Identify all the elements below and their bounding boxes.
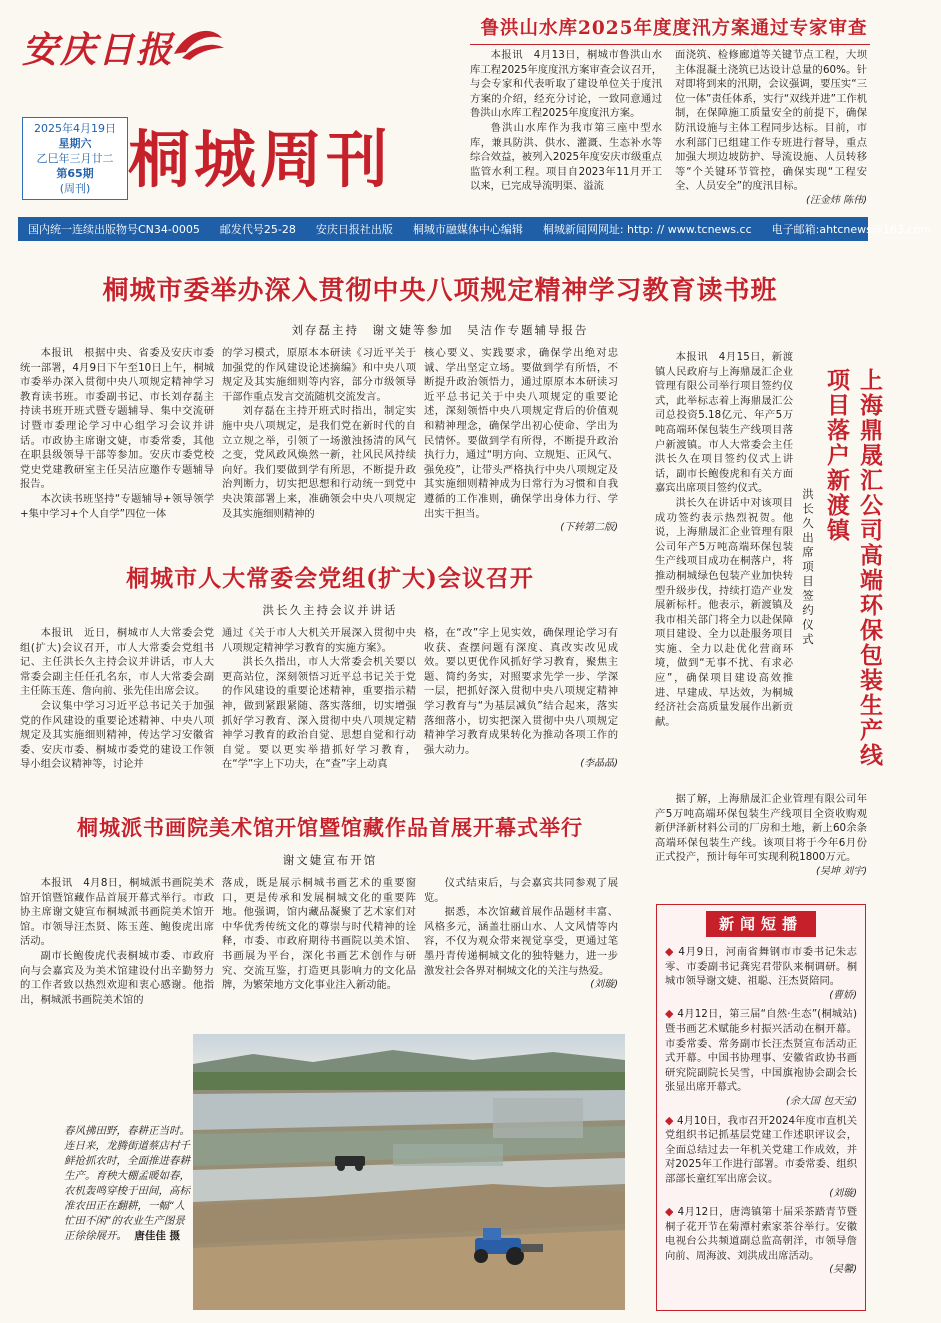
art-byline: (刘璇) — [590, 979, 618, 991]
bullet-icon: ◆ — [665, 1007, 678, 1021]
brief-item — [665, 1205, 857, 1278]
paper-logo-swoosh-icon — [168, 24, 228, 64]
bullet-icon: ◆ — [665, 1113, 677, 1127]
reading-article-col3: 核心要义、实践要求，确保学出绝对忠诚、学出坚定立场。要做到学有所悟，不断提升政治领悟力，通过原原本本研读习近平总书记关于中央八项规定的重要论述，深刻领悟中央八项规定背后的价值观和精神理念，确保学出初心使命、学出为民情怀。要做到学有所得，不断提升政治执行力，通过“明方向、立规矩、正风气、强免疫”，让带头严格执行中央八项规定及其实施细则精神成为日常行为习惯和自我遵循的工作准则，确保学出身体力行、学出实干担当。 (下转第二版) — [424, 346, 618, 536]
farm-photo — [193, 1034, 625, 1310]
reading-byline: (下转第二版) — [560, 522, 618, 534]
news-briefs-list — [657, 945, 865, 1278]
flood-byline: (汪金炜 陈伟) — [806, 194, 867, 206]
issue-number: 第65期 — [56, 167, 94, 180]
flood-headline-rule — [470, 44, 870, 45]
bullet-icon: ◆ — [665, 945, 679, 958]
news-briefs-box — [656, 904, 866, 1311]
brief-text: 4月12日，第三届“自然·生态”(桐城站)暨书画艺术赋能乡村振兴活动在桐开幕。市委常委、常务副市长汪杰贤宣布活动正式开幕。中国书协理事、安徽省政协书画研究院副院长吴雪，中国旗袍协会副会长张显出席开幕式。 — [665, 1008, 857, 1094]
flood-article-col1: 本报讯 4月13日，桐城市鲁洪山水库工程2025年度度汛方案审查会议召开，与会专家和代表听取了建设单位关于度汛方案的介绍，经充分讨论，一致同意通过鲁洪山水库工程2025年度度汛方案。 鲁洪山水库作为我市第三座中型水库，兼具防洪、供水、灌溉、生态补水等综合效益，被列入2025年度安庆市级重点监管水利工程。项目自2023年11月开工以来，已完成导流明渠、溢流 — [470, 49, 662, 193]
npc-article-headline: 桐城市人大常委会党组(扩大)会议召开 — [126, 565, 534, 592]
art-article-headline: 桐城派书画院美术馆开馆暨馆藏作品首展开幕式举行 — [77, 815, 583, 840]
art-article-col1: 本报讯 4月8日，桐城派书画院美术馆开馆暨馆藏作品首展开幕式举行。市政协主席谢文婕宣布桐城派书画院美术馆开馆。市领导汪杰贤、陈玉莲、鲍俊虎出席活动。 副市长鲍俊虎代表桐城市委、市政府向与会嘉宾及为美术馆建设付出辛勤努力的工作者致以热烈欢迎和衷心感谢。他指出，桐城派书画院美术馆的 — [20, 877, 214, 1006]
brief-item — [665, 945, 857, 1003]
email: 电子邮箱:ahtcnews@163.com — [771, 223, 931, 236]
flood-article-headline: 鲁洪山水库2025年度度汛方案通过专家审查 — [480, 18, 868, 39]
shanghai-byline: (吴坤 刘宇) — [816, 865, 867, 877]
brief-byline: (刘璇) — [829, 1187, 857, 1199]
npc-article-col2: 通过《关于市人大机关开展深入贯彻中央八项规定精神学习教育的实施方案》。 洪长久指出，市人大常委会机关要以更高站位，深刻领悟习近平总书记关于党的作风建设的重要论述精神，重要指示精神，做到紧跟紧随、落实落细，切实增强抓好学习教育、深入贯彻中央八项规定精神学习教育的政治自觉、思想自觉和行动自觉。要以更实举措抓好学习教育，在“学”字上下功夫，在“查”字上动真 — [222, 627, 416, 771]
npc-article-col3: 格，在“改”字上见实效，确保理论学习有收获、查摆问题有深度、真改实改见成效。要以更优作风抓好学习教育，聚焦主题、简约务实，对照要求先学一步、学深一层，把抓好深入贯彻中央八项规定精神学习教育与“为基层减负”结合起来，落实落细落小，切实把深入贯彻中央八项规定精神学习教育成果转化为推动各项工作的强大动力。 (李晶晶) — [424, 626, 618, 774]
publisher: 安庆日报社出版 — [315, 223, 393, 236]
shanghai-article-subtitle: 洪长久出席项目签约仪式 — [801, 488, 815, 648]
farm-photo-image — [193, 1034, 625, 1310]
weekday: 星期六 — [58, 137, 92, 150]
reading-article-col2: 的学习模式，原原本本研读《习近平关于加强党的作风建设论述摘编》和中央八项规定及其实施细则等内容，部分市级领导干部作重点发言交流随机交流发言。 刘存磊在主持开班式时指出，制定实施中央八项规定，是我们党在新时代的自立立规之举，引领了一场激浊扬清的风气之变，党风政风焕然一新，社风民风持续向好。我们要做到学有所思，不断提升政治判断力，切实把思想和行动统一到党中央决策部署上来，准确领会中央八项规定及其实施细则精神的 — [222, 347, 416, 520]
publication-info-bar — [18, 217, 931, 241]
brief-byline: (曹娇) — [829, 989, 857, 1001]
brief-byline: (吴馨) — [829, 1264, 857, 1276]
shanghai-article-tail: 据了解，上海鼎晟汇企业管理有限公司年产5万吨高端环保包装生产线项目全资收购观新伊泽新材料公司的厂房和土地，新上60余条高端环保包装生产线。该项目将于今年6月份正式投产，预计每年可实现利税1800万元。 (吴坤 刘宇) — [655, 792, 867, 880]
serial-number: 国内统一连续出版物号CN34-0005 — [28, 223, 200, 236]
brief-text: 4月9日，河南省舞钢市市委书记朱志零、市委副书记龚宪君带队来桐调研。桐城市领导谢文婕、祖聪、汪杰贤陪同。 — [665, 946, 857, 988]
reading-article-col1: 本报讯 根据中央、省委及安庆市委统一部署，4月9日下午至10日上午，桐城市委举办深入贯彻中央八项规定精神学习教育读书班。市委副书记、市长刘存磊主持读书班开班式暨专题辅导、集中交流研讨暨市委理论学习中心组学习会议并讲话。市政协主席谢文婕，市委常委，其他在职县级领导干部等参加。安庆市委党校党史党建教研室主任吴洁应邀作专题辅导报告。 本次读书班坚持“专题辅导+领导领学+集中学习+个人自学”四位一体 — [20, 347, 214, 520]
npc-article-col1: 本报讯 近日，桐城市人大常委会党组(扩大)会议召开，市人大常委会党组书记、主任洪长久主持会议并讲话，市人大常委会副主任任孔名东，市人大常委会副主任陈玉莲、詹向前、张先佳出席会议。 会议集中学习习近平总书记关于加强党的作风建设的重要论述精神、中央八项规定及其实施细则精神，传达学习安徽省委、安庆市委、桐城市委党的建设工作领导小组会议精神等，讨论并 — [20, 627, 214, 771]
brief-item — [665, 1007, 857, 1109]
art-article-subtitle: 谢文婕宣布开馆 — [282, 853, 378, 867]
editor: 桐城市融媒体中心编辑 — [412, 223, 523, 236]
shanghai-article-headline: 上海鼎晟汇公司高端环保包装生产线项目落户新渡镇 — [823, 368, 883, 768]
lunar-date: 乙巳年三月廿二 — [36, 152, 114, 165]
brief-item — [665, 1114, 857, 1202]
art-article-col3: 仪式结束后，与会嘉宾共同参观了展览。 据悉，本次馆藏首展作品题材丰富、风格多元，涵盖壮丽山水、人文风情等内容，不仅为观众带来视觉享受，更通过笔墨丹青传递桐城文化的独特魅力，进一步激发社会各界对桐城文化的关注与热爱。 (刘璇) — [424, 876, 618, 1014]
photo-caption: 春风拂田野，春耕正当时。连日来，龙腾街道蔡店村千鲜抢抓农时，全面推进春耕生产。育秧大棚孟暖如春，农机轰鸣穿梭于田间，高标准农田正在翻耕，一幅“人忙田不闲”的农业生产图景正徐徐展开。 唐佳佳 摄 — [64, 1125, 190, 1242]
date-box — [22, 117, 128, 200]
bullet-icon: ◆ — [665, 1205, 678, 1219]
flood-article-col2: 面浇筑、检修廊道等关键节点工程，大坝主体混凝土浇筑已达设计总量的60%。针对即将到来的汛期，会议强调，要压实“三位一体”责任体系，实行“双线并进”工作机制，在保障施工质量安全的前提下，确保防汛设施与主体工程同步达标。目前，市水利部门已组建工作专班进行督导，重点加强大坝边坡防护、导流设施、人员转移等“个关键环节管控，确保实现“工程安全、人员安全”的度汛目标。 (汪金炜 陈伟) — [675, 48, 867, 212]
art-article-col2: 落成，既是展示桐城书画艺术的重要窗口，更是传承和发展桐城文化的重要阵地。他强调，馆内藏品凝聚了艺术家们对中华优秀传统文化的尊崇与时代精神的诠释，市委、市政府期待书画院以美术馆、书画展为平台，深化书画艺术创作与研究、交流互鉴，打造更具影响力的文化品牌，为繁荣地方文化事业注入新动能。 — [222, 877, 416, 992]
shanghai-article-body: 本报讯 4月15日，新渡镇人民政府与上海鼎晟汇企业管理有限公司举行项目签约仪式，此举标志着上海鼎晟汇公司总投资5.18亿元、年产5万吨高端环保包装生产线项目落户新渡镇。市人大常委会主任洪长久在项目签约仪式上讲话，副市长鲍俊虎和有关方面嘉宾出席项目签约仪式。 洪长久在讲话中对该项目成功签约表示热烈祝贺。他说，上海鼎晟汇企业管理有限公司年产5万吨高端环保包装生产线项目成功在桐落户，将推动桐城绿色包装产业加快转型升级步伐，持续打造产业发展新标杆。他表示，新渡镇及我市相关部门将全力以赴保障项目建设、全力以赴服务项目实施、全力以赴优化营商环境，做到“无事不扰、有求必应”，确保项目建设高效推进、早建成、早达效，为桐城经济社会高质量发展作出新贡献。 — [655, 351, 793, 728]
postal-code: 邮发代号25-28 — [219, 223, 296, 236]
supplement-title: 桐城周刊 — [128, 123, 393, 196]
reading-article-headline: 桐城市委举办深入贯彻中央八项规定精神学习教育读书班 — [102, 276, 778, 306]
paper-logo: 安庆日报 — [22, 29, 175, 71]
frequency: (周刊) — [59, 182, 91, 195]
npc-byline: (李晶晶) — [580, 758, 618, 770]
brief-byline: (余大国 包天宝) — [786, 1095, 857, 1107]
website: 桐城新闻网网址: http: // www.tcnews.cc — [542, 223, 752, 236]
date: 2025年4月19日 — [34, 122, 116, 135]
npc-article-subtitle: 洪长久主持会议并讲话 — [262, 603, 398, 617]
brief-text: 4月10日，我市召开2024年度市直机关党组织书记抓基层党建工作述职评议会，全面总结过去一年机关党建工作成效，并对2025年工作进行部署。市委常委、组织部部长童红军出席会议。 — [665, 1114, 857, 1185]
news-briefs-title: 新闻短播 — [706, 911, 816, 937]
photo-credit: 唐佳佳 摄 — [134, 1230, 180, 1242]
brief-text: 4月12日，唐湾镇第十届采茶踏青节暨桐子花开节在菊潭村索家茶谷举行。安徽电视台公共频道副总监高朝洋，市领导詹向前、周海波、刘洪成出席活动。 — [665, 1206, 857, 1262]
reading-article-subtitle: 刘存磊主持 谢文婕等参加 吴洁作专题辅导报告 — [291, 323, 589, 337]
